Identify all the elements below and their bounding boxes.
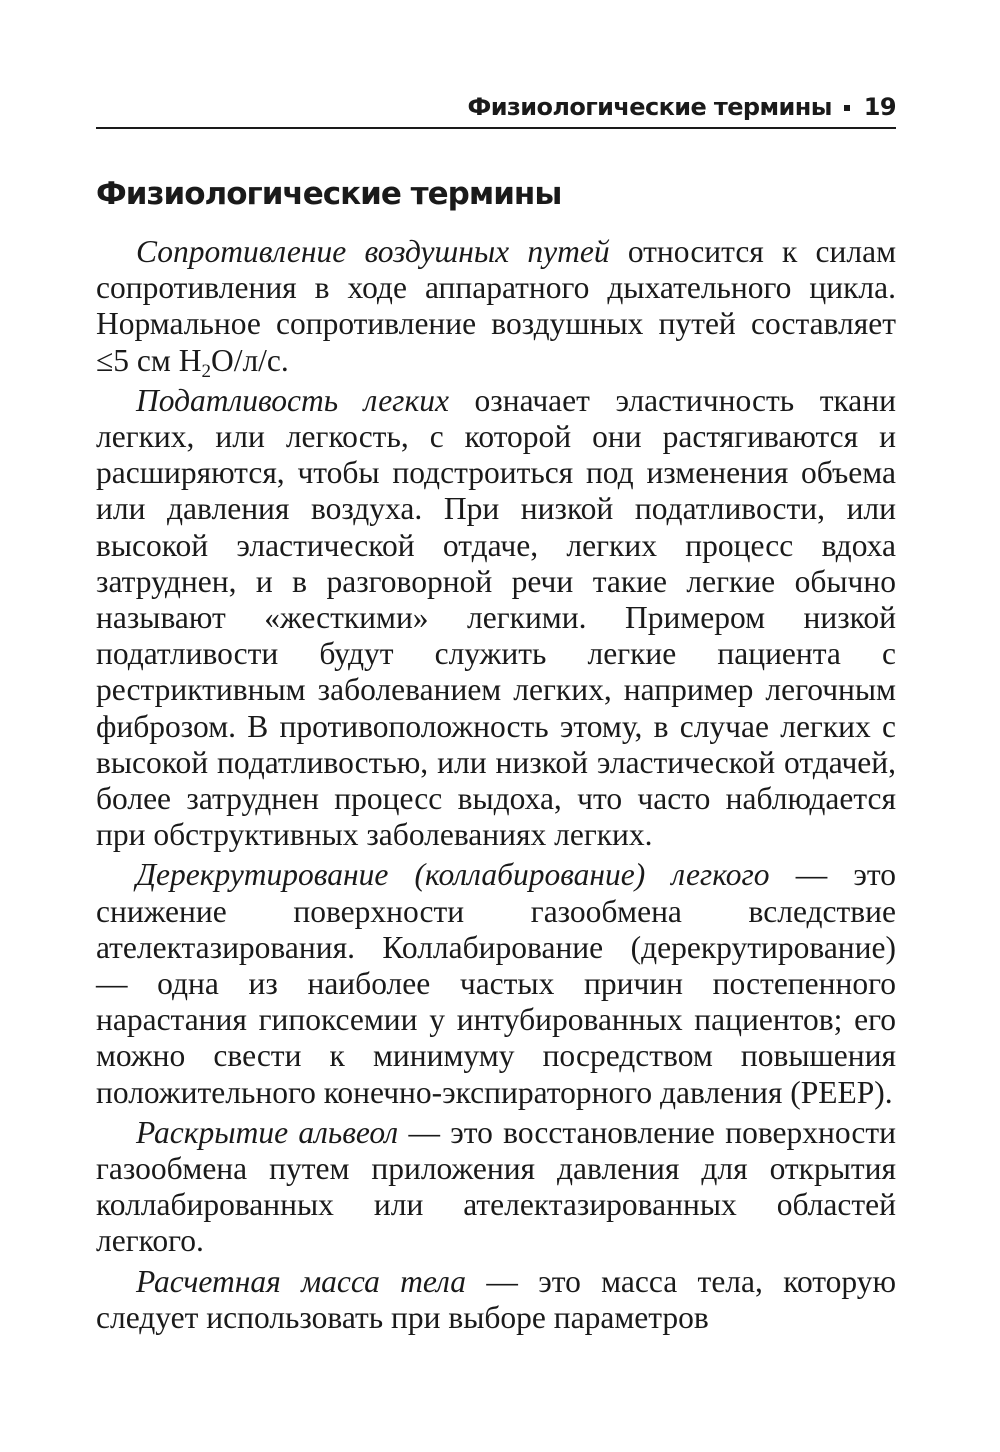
paragraph-alveolar-recruitment [96,1115,896,1260]
term-derecruitment: Дерекрутирование (коллабирование) легкого [136,857,770,893]
body-text [96,234,896,1340]
paragraph-text: означает эластичность ткани легких, или легкость, с которой они растягиваются и расширяются, чтобы подстроиться под изменения объема или давления воздуха. При низкой податливости, или высокой эластической отдаче, легких процесс вдоха затруднен, и в разговорной речи такие легкие обычно называют «жесткими» легкими. Примером низкой податливости будут служить легкие пациента с рестриктивным заболеванием легких, например легочным фиброзом. В противоположность этому, в случае легких с высокой податливостью, или низкой эластической отдачей, более затруднен процесс выдоха, что часто наблюдается при обструктивных заболеваниях легких. [96,382,896,853]
paragraph-text: — это снижение поверхности газообмена вследствие ателектазирования. Коллабирование (дерекрутирование) — одна из наиболее частых причин постепенного нарастания гипоксемии у интубированных пациентов; его можно свести к минимуму посредством повышения положительного конечно-экспираторного давления (PEEP). [96,857,897,1110]
paragraph-predicted-body-weight [96,1264,896,1336]
term-airway-resistance: Сопротивление воздушных путей [136,234,610,269]
paragraph-text: относится к силам сопротивления в ходе аппаратного дыхательного цикла. Нормальное сопротивление воздушных путей составляет ≤5 см H [96,234,897,378]
section-title: Физиологические термины [96,176,562,212]
term-predicted-body-weight: Расчетная масса тела [136,1263,466,1299]
paragraph-text: О/л/с. [210,342,289,378]
paragraph-lung-compliance [96,383,896,854]
term-lung-compliance: Податливость легких [136,382,449,418]
header-rule [96,127,896,129]
paragraph-derecruitment [96,857,896,1110]
paragraph-airway-resistance [96,234,897,382]
running-header [468,93,897,121]
paragraph-text: — это масса тела, которую следует использовать при выборе параметров [96,1263,896,1335]
separator-bullet [844,105,850,111]
running-header-title: Физиологические термины [467,93,832,121]
term-alveolar-recruitment: Раскрытие альвеол [136,1114,399,1150]
subscript: 2 [201,360,211,382]
paragraph-text: — это восстановление поверхности газообмена путем приложения давления для открытия коллабированных или ателектазированных областей легкого. [96,1114,896,1259]
page-number: 19 [863,93,896,121]
